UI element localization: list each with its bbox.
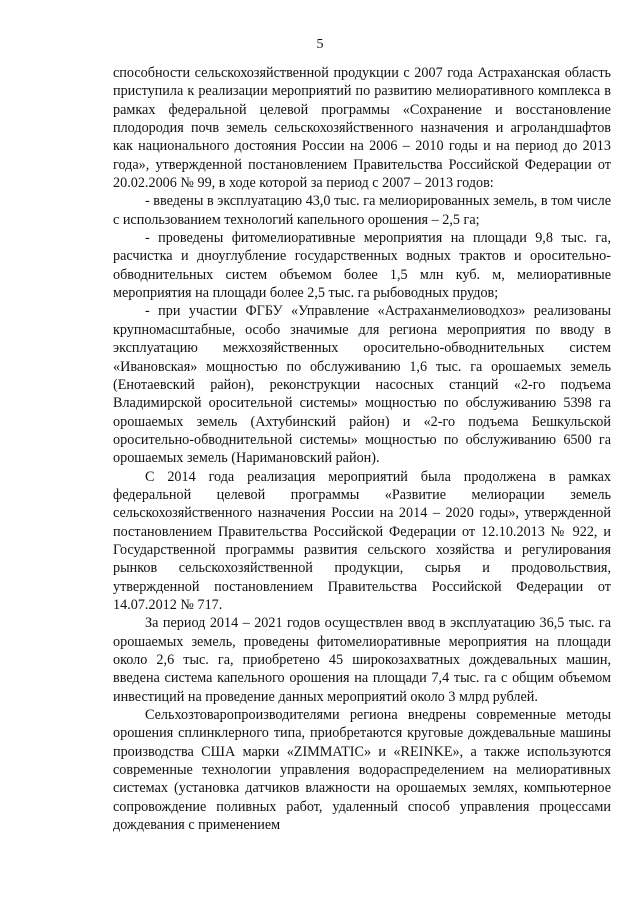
paragraph-2: - введены в эксплуатацию 43,0 тыс. га мелиорированных земель, в том числе с использованием технологий капельного орошения – 2,5 га; — [113, 193, 611, 228]
paragraph-6: За период 2014 – 2021 годов осуществлен ввод в эксплуатацию 36,5 тыс. га орошаемых земель, проведены фитомелиоративные мероприятия на площади около 2,6 тыс. га, приобретено 45 широкозахватных дождевальных машин, введена система капельного орошения на площади 7,4 тыс. га с общим объемом инвестиций на проведение данных мероприятий около 3 млрд рублей. — [113, 615, 611, 705]
paragraph-7: Сельхозтоваропроизводителями региона внедрены современные методы орошения сплинклерного типа, приобретаются круговые дождевальные машины производства США марки «ZIMMATIC» и «REINKE», а также используются современные технологии управления водораспределением на мелиоративных системах (установка датчиков влажности на орошаемых землях, компьютерное сопровождение поливных работ, удаленный способ управления процессами дождевания с применением — [113, 707, 611, 834]
paragraph-1: способности сельскохозяйственной продукции с 2007 года Астраханская область приступила к реализации мероприятий по развитию мелиоративного комплекса в рамках федеральной целевой программы «Сохранение и восстановление плодородия почв земель сельскохозяйственного назначения и агроландшафтов как национального достояния России на 2006 – 2010 годы и на период до 2013 года», утвержденной постановлением Правительства Российской Федерации от 20.02.2006 № 99, в ходе которой за период с 2007 – 2013 годов: — [113, 65, 611, 192]
paragraph-3: - проведены фитомелиоративные мероприятия на площади 9,8 тыс. га, расчистка и дноуглубление государственных водных трактов и оросительно-обводнительных систем объемом более 1,5 млн куб. м, мелиоративные мероприятия на площади более 2,5 тыс. га рыбоводных прудов; — [113, 230, 611, 302]
document-body — [113, 64, 611, 834]
paragraph-4: - при участии ФГБУ «Управление «Астраханмелиоводхоз» реализованы крупномасштабные, особо значимые для региона мероприятия по вводу в эксплуатацию межхозяйственных оросительно-обводнительных систем «Ивановская» мощностью по обслуживанию 1,6 тыс. га орошаемых земель (Енотаевский район), реконструкции насосных станций «2-го подъема Владимирской оросительной системы» мощностью по обслуживанию 5398 га орошаемых земель (Ахтубинский район) и «2-го подъема Бешкульской оросительно-обводнительной системы» мощностью по обслуживанию 6500 га орошаемых земель (Наримановский район). — [113, 303, 611, 467]
paragraph-5: С 2014 года реализация мероприятий была продолжена в рамках федеральной целевой программы «Развитие мелиорации земель сельскохозяйственного назначения России на 2014 – 2020 годы», утвержденной постановлением Правительства Российской Федерации от 12.10.2013 № 922, и Государственной программы развития сельского хозяйства и регулирования рынков сельскохозяйственной продукции, сырья и продовольствия, утвержденной постановлением Правительства Российской Федерации от 14.07.2012 № 717. — [113, 468, 611, 613]
page-number: 5 — [316, 37, 324, 52]
